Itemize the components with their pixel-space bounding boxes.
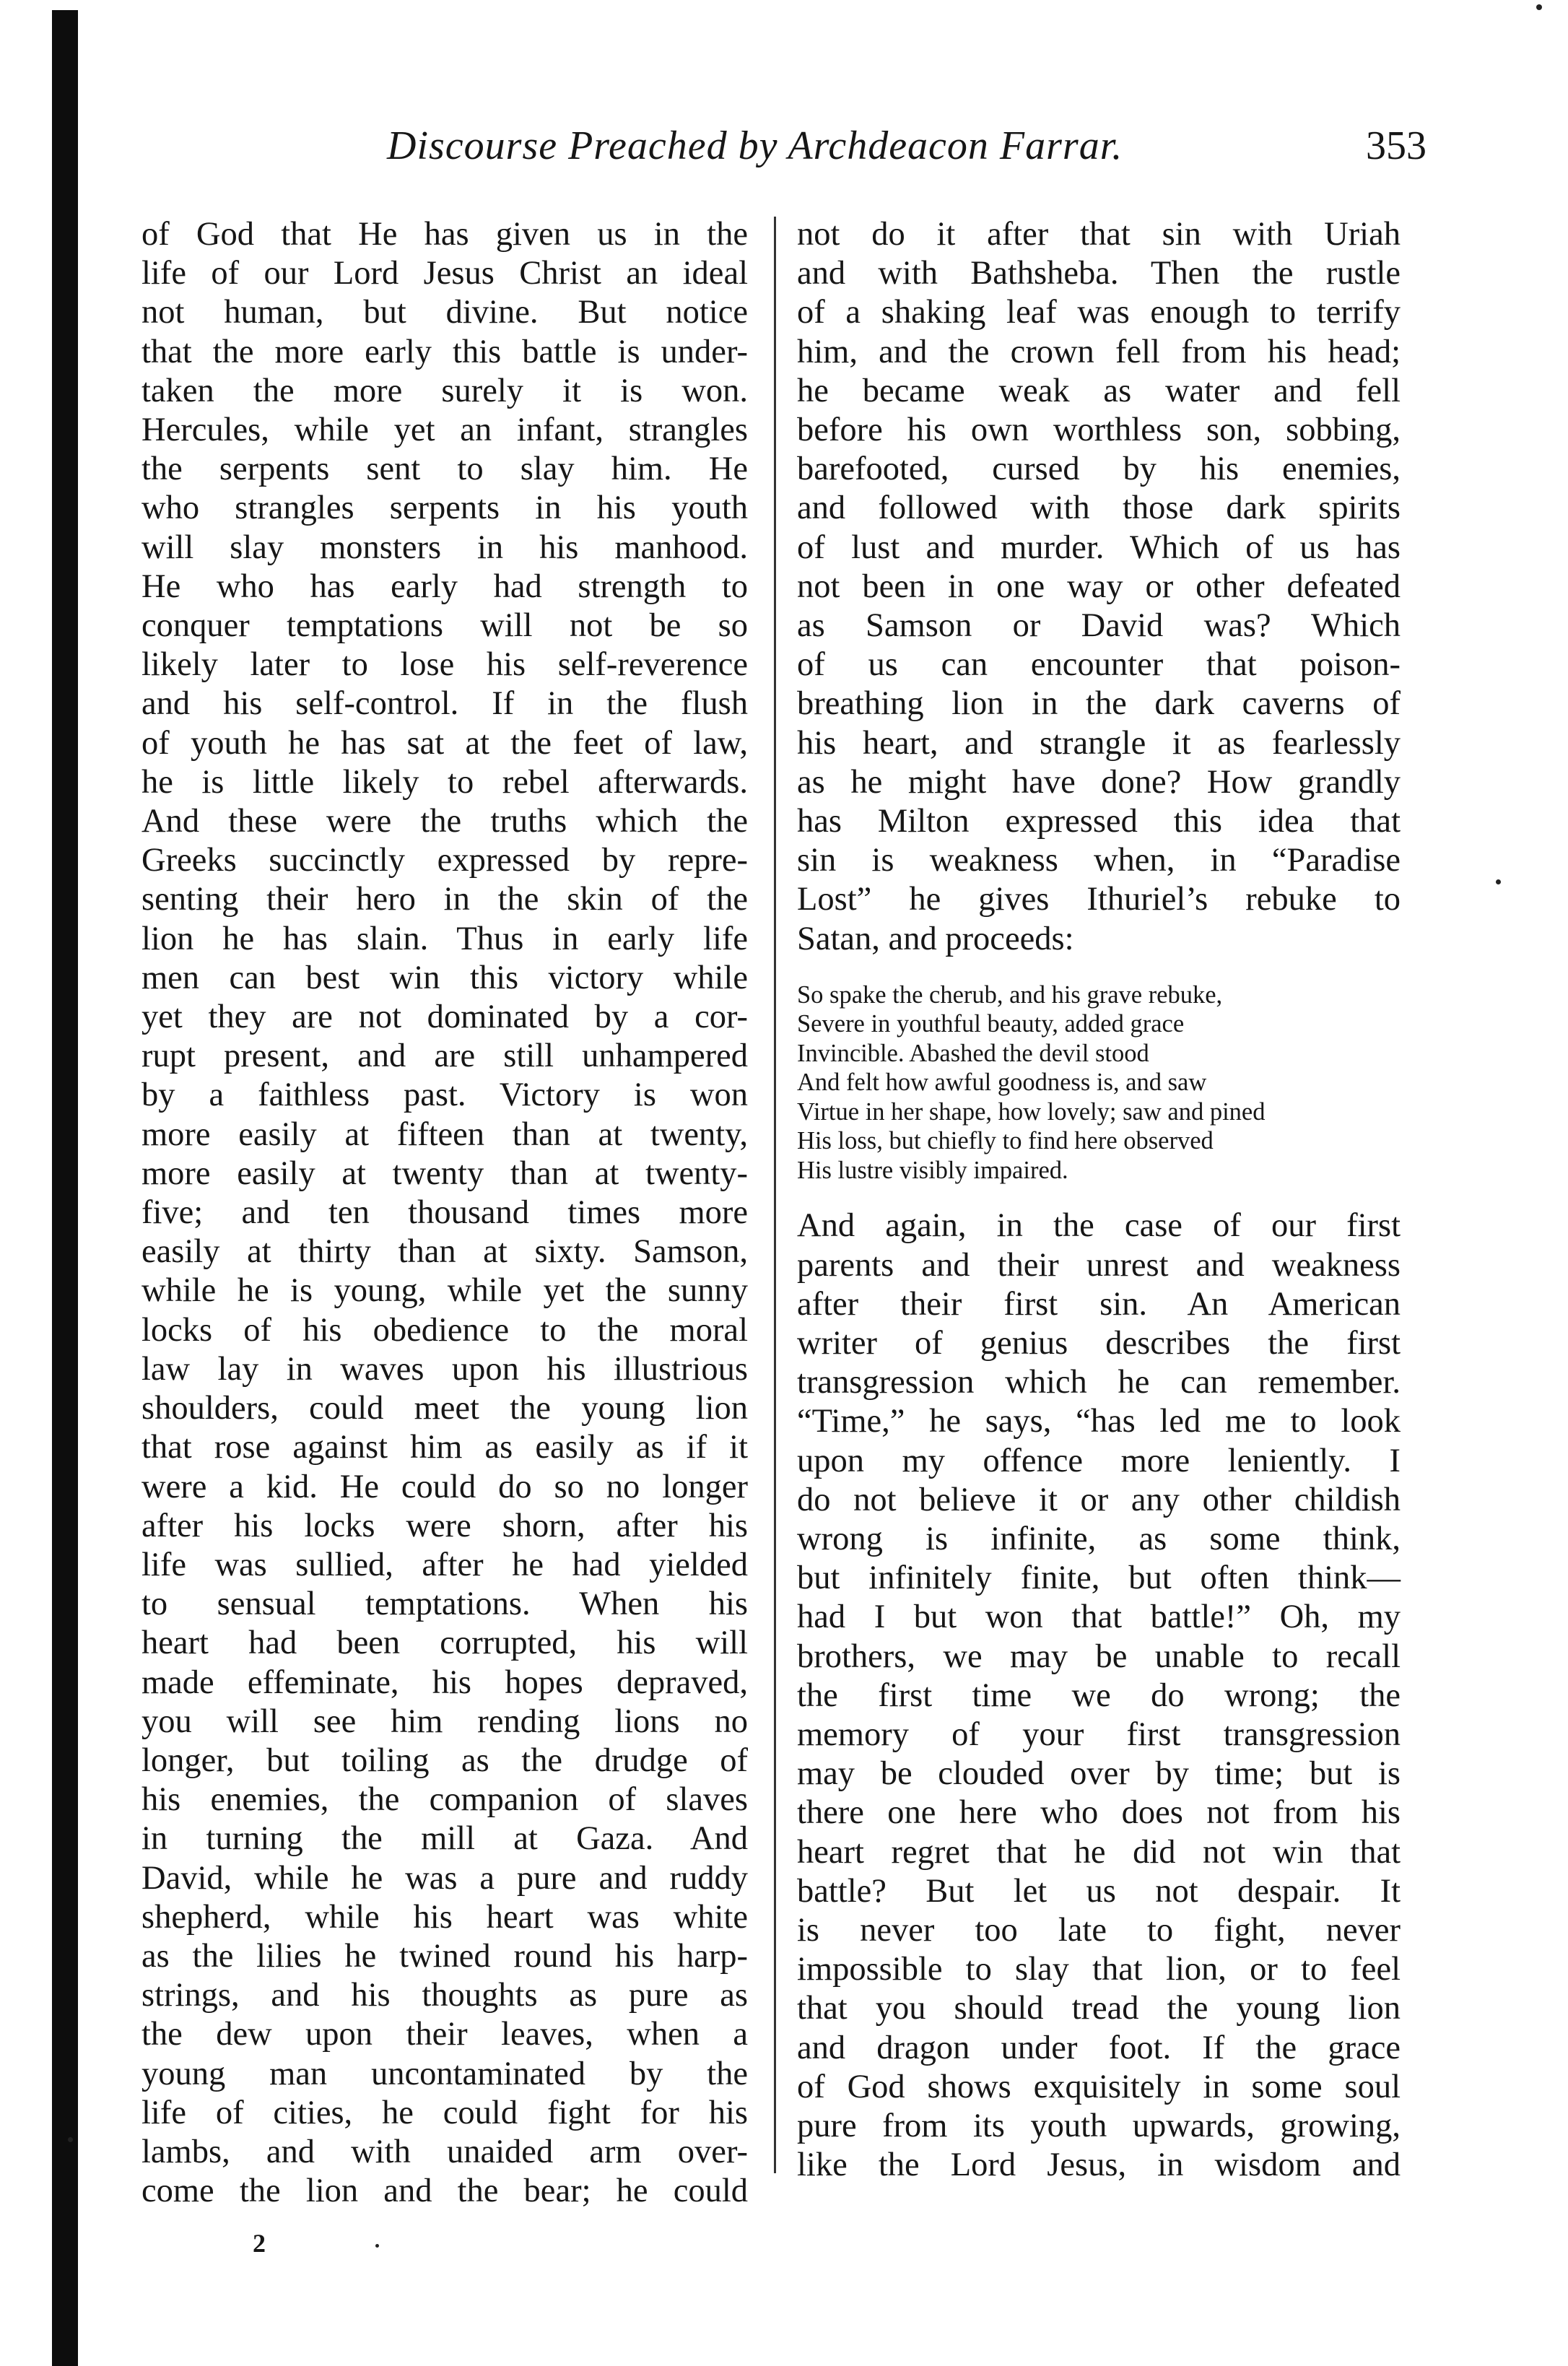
text-line: the dew upon their leaves, when a bbox=[141, 2016, 748, 2053]
text-line: were a kid. He could do so no longer bbox=[141, 1468, 748, 1505]
text-line: Severe in youthful beauty, added grace bbox=[797, 1010, 1185, 1038]
text-line: and with Bathsheba. Then the rustle bbox=[797, 255, 1401, 292]
text-line: barefooted, cursed by his enemies, bbox=[797, 451, 1401, 488]
text-line: men can best win this victory while bbox=[141, 959, 748, 996]
text-line: sin is weakness when, in “Paradise bbox=[797, 842, 1401, 879]
text-line: heart regret that he did not win that bbox=[797, 1833, 1401, 1871]
text-line: his heart, and strangle it as fearlessly bbox=[797, 724, 1401, 762]
text-line: memory of your first transgression bbox=[797, 1716, 1401, 1753]
text-line: Invincible. Abashed the devil stood bbox=[797, 1039, 1149, 1067]
text-line: the first time we do wrong; the bbox=[797, 1676, 1401, 1714]
milton-quotation bbox=[797, 980, 1401, 1186]
text-line: young man uncontaminated by the bbox=[141, 2055, 748, 2092]
text-line: is never too late to fight, never bbox=[797, 1912, 1401, 1949]
text-line: impossible to slay that lion, or to feel bbox=[797, 1951, 1401, 1988]
text-line: lion he has slain. Thus in early life bbox=[141, 920, 748, 957]
text-line: law lay in waves upon his illustrious bbox=[141, 1350, 748, 1388]
text-line: wrong is infinite, as some think, bbox=[797, 1520, 1401, 1557]
text-line: while he is young, while yet the sunny bbox=[141, 1272, 748, 1310]
text-line: upon my offence more leniently. I bbox=[797, 1442, 1401, 1479]
scan-speck bbox=[68, 2137, 73, 2142]
text-line: not human, but divine. But notice bbox=[141, 294, 748, 331]
text-line: as the lilies he twined round his harp- bbox=[141, 1937, 748, 1975]
text-line: He who has early had strength to bbox=[141, 567, 748, 605]
text-line: before his own worthless son, sobbing, bbox=[797, 412, 1401, 449]
text-line: locks of his obedience to the moral bbox=[141, 1311, 748, 1349]
text-line: and dragon under foot. If the grace bbox=[797, 2029, 1401, 2066]
text-line: shoulders, could meet the young lion bbox=[141, 1390, 748, 1427]
text-line: of youth he has sat at the feet of law, bbox=[141, 724, 748, 762]
text-line: like the Lord Jesus, in wisdom and bbox=[797, 2147, 1401, 2184]
text-line: conquer temptations will not be so bbox=[141, 607, 748, 645]
text-line: So spake the cherub, and his grave rebuke, bbox=[797, 980, 1223, 1009]
text-line: in turning the mill at Gaza. And bbox=[141, 1820, 748, 1858]
text-line: life was sullied, after he had yielded bbox=[141, 1546, 748, 1583]
text-line: likely later to lose his self-reverence bbox=[141, 646, 748, 684]
text-line: his enemies, the companion of slaves bbox=[141, 1781, 748, 1819]
text-line: he is little likely to rebel afterwards. bbox=[141, 763, 748, 801]
text-line: life of cities, he could fight for his bbox=[141, 2094, 748, 2131]
scan-speck bbox=[1496, 879, 1501, 884]
text-line: five; and ten thousand times more bbox=[141, 1194, 748, 1232]
text-line: Virtue in her shape, how lovely; saw and pined bbox=[797, 1097, 1266, 1126]
text-line: not been in one way or other defeated bbox=[797, 567, 1401, 605]
text-line: not do it after that sin with Uriah bbox=[797, 216, 1401, 253]
text-line: of us can encounter that poison- bbox=[797, 646, 1401, 684]
text-line: who strangles serpents in his youth bbox=[141, 490, 748, 527]
text-line: taken the more surely it is won. bbox=[141, 372, 748, 409]
text-line: Greeks succinctly expressed by repre- bbox=[141, 842, 748, 879]
text-line: writer of genius describes the first bbox=[797, 1324, 1401, 1362]
text-line: Hercules, while yet an infant, strangles bbox=[141, 412, 748, 449]
text-line: after his locks were shorn, after his bbox=[141, 1507, 748, 1544]
text-line: easily at thirty than at sixty. Samson, bbox=[141, 1233, 748, 1271]
text-line: do not believe it or any other childish bbox=[797, 1481, 1401, 1518]
text-line: Lost” he gives Ithuriel’s rebuke to bbox=[797, 881, 1401, 918]
text-line: rupt present, and are still unhampered bbox=[141, 1038, 748, 1075]
text-line: of lust and murder. Which of us has bbox=[797, 529, 1401, 566]
text-line: of God shows exquisitely in some soul bbox=[797, 2068, 1401, 2105]
text-line: that you should tread the young lion bbox=[797, 1990, 1401, 2027]
text-line: His loss, but chiefly to find here observed bbox=[797, 1127, 1214, 1155]
text-line: heart had been corrupted, his will bbox=[141, 1625, 748, 1662]
text-line: And these were the truths which the bbox=[141, 803, 748, 840]
left-column bbox=[141, 215, 748, 2211]
text-line: will slay monsters in his manhood. bbox=[141, 529, 748, 566]
text-line: parents and their unrest and weakness bbox=[797, 1246, 1401, 1284]
text-line: strings, and his thoughts as pure as bbox=[141, 1977, 748, 2014]
page-number: 353 bbox=[1366, 123, 1427, 168]
text-line: but infinitely finite, but often think— bbox=[797, 1560, 1401, 1597]
text-line: has Milton expressed this idea that bbox=[797, 803, 1401, 840]
text-line: that rose against him as easily as if it bbox=[141, 1429, 748, 1466]
text-line: Satan, and proceeds: bbox=[797, 920, 1074, 957]
column-divider bbox=[774, 217, 776, 2173]
text-line: as Samson or David was? Which bbox=[797, 607, 1401, 645]
text-line: yet they are not dominated by a cor- bbox=[141, 999, 748, 1036]
running-header bbox=[141, 123, 1427, 195]
text-line: and followed with those dark spirits bbox=[797, 490, 1401, 527]
text-line: David, while he was a pure and ruddy bbox=[141, 1859, 748, 1897]
right-column bbox=[797, 215, 1401, 2185]
text-line: longer, but toiling as the drudge of bbox=[141, 1741, 748, 1779]
text-line: by a faithless past. Victory is won bbox=[141, 1077, 748, 1114]
text-line: senting their hero in the skin of the bbox=[141, 881, 748, 918]
text-line: as he might have done? How grandly bbox=[797, 763, 1401, 801]
text-line: to sensual temptations. When his bbox=[141, 1586, 748, 1623]
text-line: And felt how awful goodness is, and saw bbox=[797, 1069, 1207, 1097]
text-line: come the lion and the bear; he could bbox=[141, 2173, 748, 2210]
text-line: “Time,” he says, “has led me to look bbox=[797, 1403, 1401, 1440]
text-line: of a shaking leaf was enough to terrify bbox=[797, 294, 1401, 331]
text-line: may be clouded over by time; but is bbox=[797, 1755, 1401, 1793]
text-line: pure from its youth upwards, growing, bbox=[797, 2108, 1401, 2145]
scan-speck bbox=[375, 2244, 379, 2248]
right-column-bottom bbox=[797, 1206, 1401, 2185]
text-line: breathing lion in the dark caverns of bbox=[797, 685, 1401, 723]
text-line: that the more early this battle is under- bbox=[141, 333, 748, 370]
text-line: him, and the crown fell from his head; bbox=[797, 333, 1401, 370]
text-line: you will see him rending lions no bbox=[141, 1702, 748, 1740]
text-line: shepherd, while his heart was white bbox=[141, 1898, 748, 1936]
text-line: lambs, and with unaided arm over- bbox=[141, 2133, 748, 2170]
page-spine-shadow bbox=[52, 10, 78, 2366]
text-line: life of our Lord Jesus Christ an ideal bbox=[141, 255, 748, 292]
text-line: had I but won that battle!” Oh, my bbox=[797, 1599, 1401, 1636]
text-line: the serpents sent to slay him. He bbox=[141, 451, 748, 488]
text-line: brothers, we may be unable to recall bbox=[797, 1638, 1401, 1675]
text-line: transgression which he can remember. bbox=[797, 1364, 1401, 1401]
text-line: battle? But let us not despair. It bbox=[797, 1872, 1401, 1910]
text-line: made effeminate, his hopes depraved, bbox=[141, 1663, 748, 1701]
text-line: of God that He has given us in the bbox=[141, 216, 748, 253]
signature-mark: 2 bbox=[253, 2229, 266, 2258]
text-line: he became weak as water and fell bbox=[797, 372, 1401, 409]
right-column-top bbox=[797, 215, 1401, 959]
text-line: more easily at fifteen than at twenty, bbox=[141, 1115, 748, 1153]
text-line: His lustre visibly impaired. bbox=[797, 1156, 1068, 1184]
text-line: more easily at twenty than at twenty- bbox=[141, 1154, 748, 1192]
text-line: there one here who does not from his bbox=[797, 1794, 1401, 1832]
scan-speck bbox=[1536, 4, 1542, 10]
text-line: and his self-control. If in the flush bbox=[141, 685, 748, 723]
text-line: after their first sin. An American bbox=[797, 1285, 1401, 1323]
running-title: Discourse Preached by Archdeacon Farrar. bbox=[387, 123, 1123, 168]
text-line: And again, in the case of our first bbox=[797, 1207, 1401, 1245]
